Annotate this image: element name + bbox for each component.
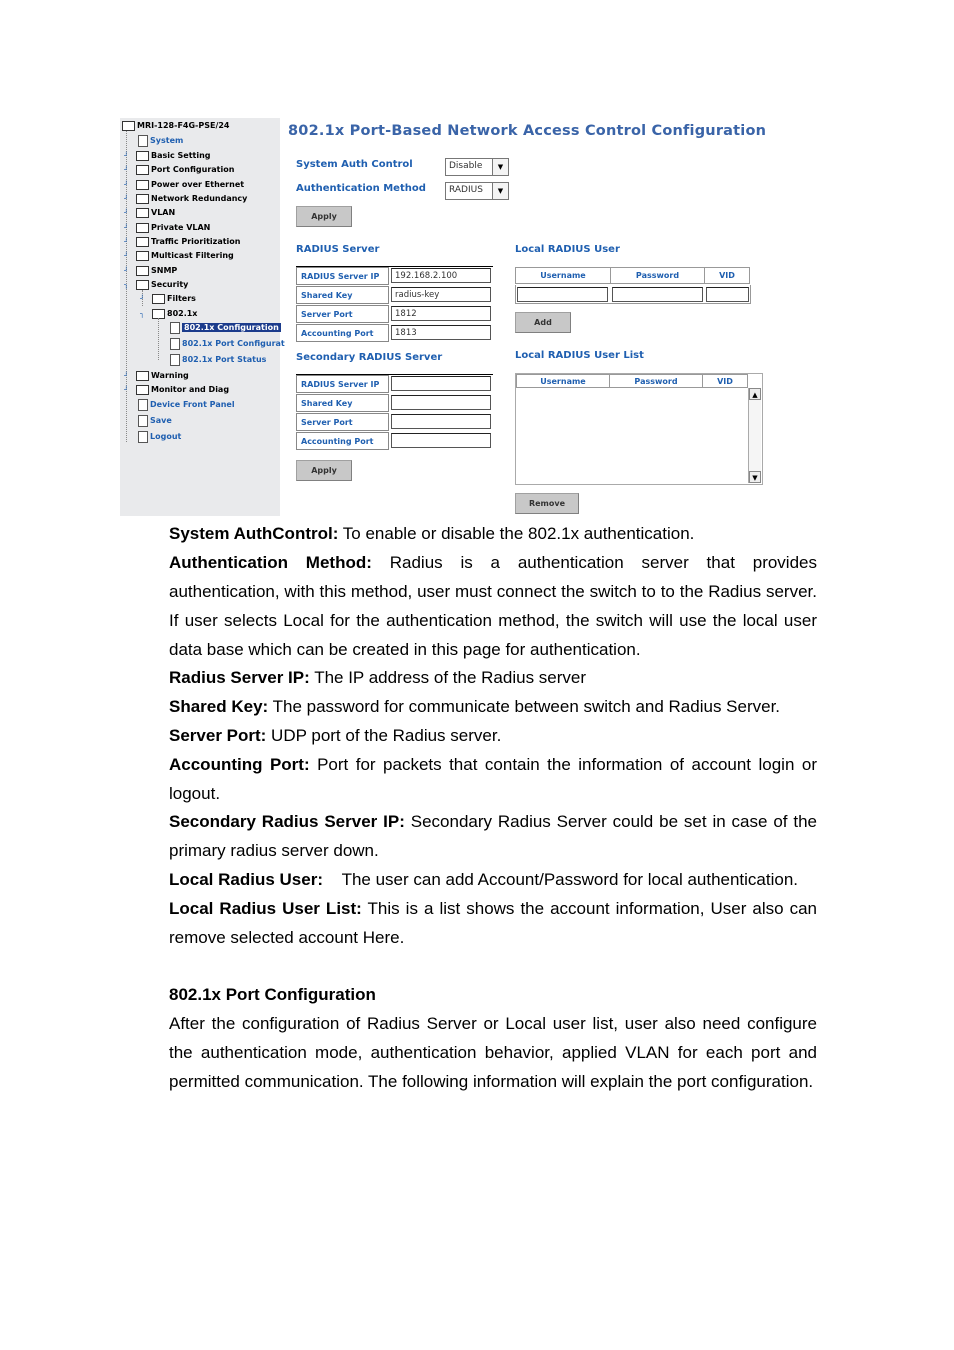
server-port-row xyxy=(296,305,493,324)
collapse-icon[interactable]: ┐ xyxy=(124,281,129,289)
expand-icon[interactable]: ┘ xyxy=(124,267,129,275)
secondary-accounting-port-row xyxy=(296,432,493,451)
tree-root[interactable]: MRI-128-F4G-PSE/24 xyxy=(122,120,230,133)
tree-item-private-vlan[interactable]: ┘ Private VLAN xyxy=(124,223,211,232)
apply-radius-button[interactable]: Apply xyxy=(296,460,352,481)
list-username-header: Username xyxy=(516,374,610,388)
page-icon xyxy=(170,354,180,366)
tree-item-port-configuration[interactable]: ┘ Port Configuration xyxy=(124,165,235,174)
tree-item-system[interactable]: System xyxy=(138,135,183,148)
remove-user-button[interactable]: Remove xyxy=(515,493,579,514)
list-password-header: Password xyxy=(609,374,703,388)
dropdown-arrow-icon[interactable]: ▼ xyxy=(492,159,508,175)
auth-method-label: Authentication Method xyxy=(296,183,426,194)
page-title: 802.1x Port-Based Network Access Control Configuration xyxy=(288,123,767,139)
radius-server-title: RADIUS Server xyxy=(296,244,380,255)
tree-item-snmp[interactable]: ┘ SNMP xyxy=(124,266,178,275)
list-scrollbar[interactable] xyxy=(748,388,761,483)
desc-auth-control: System AuthControl: To enable or disable the 802.1x authentication. xyxy=(169,524,695,543)
secondary-shared-key-input[interactable] xyxy=(391,395,491,410)
desc-local-user-list: Local Radius User List: This is a list shows the account information, User also can remove selected account Here. xyxy=(169,899,818,947)
expand-icon[interactable]: ┘ xyxy=(124,224,129,232)
secondary-server-port-row xyxy=(296,413,493,432)
tree-item-8021x[interactable]: ┐ 802.1x xyxy=(140,309,198,318)
tree-item-multicast-filtering[interactable]: ┘ Multicast Filtering xyxy=(124,251,234,260)
folder-icon xyxy=(136,237,149,247)
expand-icon[interactable]: ┘ xyxy=(124,152,129,160)
expand-icon[interactable]: ┘ xyxy=(124,372,129,380)
desc-server-port: Server Port: UDP port of the Radius server. xyxy=(169,726,502,745)
server-port-label: Server Port xyxy=(296,305,389,323)
secondary-server-port-label: Server Port xyxy=(296,413,389,431)
secondary-server-ip-row xyxy=(296,375,493,394)
secondary-shared-key-row xyxy=(296,394,493,413)
desc-local-user: Local Radius User: The user can add Account/Password for local authentication. xyxy=(169,870,799,889)
local-list-title: Local RADIUS User List xyxy=(515,350,644,361)
accounting-port-input[interactable]: 1813 xyxy=(391,325,491,340)
page-icon xyxy=(138,135,148,147)
tree-item-traffic-prioritization[interactable]: ┘ Traffic Prioritization xyxy=(124,237,241,246)
secondary-accounting-port-input[interactable] xyxy=(391,433,491,448)
tree-item-vlan[interactable]: ┘ VLAN xyxy=(124,208,176,217)
expand-icon[interactable]: ┘ xyxy=(140,295,145,303)
page-icon xyxy=(170,322,180,334)
dropdown-arrow-icon[interactable]: ▼ xyxy=(492,183,508,199)
list-vid-header: VID xyxy=(702,374,748,388)
folder-icon xyxy=(136,208,149,218)
secondary-server-ip-label: RADIUS Server IP xyxy=(296,375,389,393)
desc-accounting-port: Accounting Port: Port for packets that contain the information of account login or logout. xyxy=(169,755,817,803)
expand-icon[interactable]: ┘ xyxy=(124,386,129,394)
local-user-password-header: Password xyxy=(610,267,705,284)
desc-radius-server-ip: Radius Server IP: The IP address of the Radius server xyxy=(169,668,587,687)
tree-item-8021x-port-status[interactable]: 802.1x Port Status xyxy=(170,354,266,367)
page-icon xyxy=(138,415,148,427)
radius-server-ip-row xyxy=(296,267,493,286)
folder-icon xyxy=(136,223,149,233)
nav-tree xyxy=(120,118,285,516)
shared-key-label: Shared Key xyxy=(296,286,389,304)
section-heading: 802.1x Port Configuration xyxy=(169,985,376,1004)
tree-item-power-over-ethernet[interactable]: ┘ Power over Ethernet xyxy=(124,180,245,189)
desc-secondary-server: Secondary Radius Server IP: Secondary Radius Server could be set in case of the primary radius server down. xyxy=(169,812,817,860)
secondary-radius-table xyxy=(296,374,493,453)
radius-server-ip-input[interactable]: 192.168.2.100 xyxy=(391,268,491,283)
local-user-username-header: Username xyxy=(515,267,611,284)
folder-open-icon xyxy=(136,280,149,290)
server-port-input[interactable]: 1812 xyxy=(391,306,491,321)
tree-item-8021x-port-configuration[interactable]: 802.1x Port Configurat xyxy=(170,338,285,351)
expand-icon[interactable]: ┘ xyxy=(124,252,129,260)
tree-item-8021x-configuration[interactable]: 802.1x Configuration xyxy=(170,322,281,335)
shared-key-row xyxy=(296,286,493,305)
tree-item-warning[interactable]: ┘ Warning xyxy=(124,371,189,380)
desc-auth-method: Authentication Method: Radius is a authentication server that provides authentication, with this method, user must connect the switch to to the Radius server. If user selects Local for the authentication method, the switch will use the local user data base which can be created in this page for authentication. xyxy=(169,553,817,659)
section-body: After the configuration of Radius Server or Local user list, user also need configure the authentication mode, authentication behavior, applied VLAN for each port and permitted communication. The following information will explain the port configuration. xyxy=(169,1014,817,1091)
scroll-down-icon[interactable]: ▼ xyxy=(749,471,761,483)
secondary-shared-key-label: Shared Key xyxy=(296,394,389,412)
folder-icon xyxy=(136,194,149,204)
tree-item-security[interactable]: ┐ Security xyxy=(124,280,189,289)
folder-icon xyxy=(136,251,149,261)
radius-server-ip-label: RADIUS Server IP xyxy=(296,267,389,285)
expand-icon[interactable]: ┘ xyxy=(124,209,129,217)
folder-icon xyxy=(136,371,149,381)
folder-icon xyxy=(136,165,149,175)
expand-icon[interactable]: ┘ xyxy=(124,238,129,246)
add-user-button[interactable]: Add xyxy=(515,312,571,333)
page-icon xyxy=(138,431,148,443)
tree-item-filters[interactable]: ┘ Filters xyxy=(140,294,196,303)
ui-screenshot xyxy=(120,118,820,518)
local-user-title: Local RADIUS User xyxy=(515,244,620,255)
page-icon xyxy=(138,399,148,411)
folder-icon xyxy=(136,266,149,276)
local-user-row-frame xyxy=(515,285,751,304)
tree-item-device-front-panel[interactable]: Device Front Panel xyxy=(138,399,235,412)
shared-key-input[interactable]: radius-key xyxy=(391,287,491,302)
folder-icon xyxy=(136,151,149,161)
page-icon xyxy=(170,338,180,350)
auth-control-label: System Auth Control xyxy=(296,159,413,170)
tree-item-logout[interactable]: Logout xyxy=(138,431,181,444)
folder-icon xyxy=(122,121,135,131)
tree-item-basic-setting[interactable]: ┘ Basic Setting xyxy=(124,151,211,160)
auth-method-select[interactable]: RADIUS ▼ xyxy=(445,182,509,200)
tree-item-save[interactable]: Save xyxy=(138,415,172,428)
apply-auth-button[interactable]: Apply xyxy=(296,206,352,227)
secondary-accounting-port-label: Accounting Port xyxy=(296,432,389,450)
collapse-icon[interactable]: ┐ xyxy=(140,310,145,318)
desc-shared-key: Shared Key: The password for communicate between switch and Radius Server. xyxy=(169,697,781,716)
secondary-radius-title: Secondary RADIUS Server xyxy=(296,352,443,363)
folder-icon xyxy=(136,385,149,395)
tree-item-network-redundancy[interactable]: ┘ Network Redundancy xyxy=(124,194,248,203)
folder-icon xyxy=(136,180,149,190)
secondary-server-ip-input[interactable] xyxy=(391,376,491,391)
expand-icon[interactable]: ┘ xyxy=(124,166,129,174)
config-panel xyxy=(285,118,820,518)
folder-icon xyxy=(152,294,165,304)
local-user-list[interactable] xyxy=(515,373,763,485)
scroll-up-icon[interactable]: ▲ xyxy=(749,388,761,400)
accounting-port-row xyxy=(296,324,493,343)
radius-server-table xyxy=(296,266,493,345)
auth-control-select[interactable]: Disable ▼ xyxy=(445,158,509,176)
local-user-vid-header: VID xyxy=(704,267,750,284)
expand-icon[interactable]: ┘ xyxy=(124,195,129,203)
accounting-port-label: Accounting Port xyxy=(296,324,389,342)
secondary-server-port-input[interactable] xyxy=(391,414,491,429)
expand-icon[interactable]: ┘ xyxy=(124,181,129,189)
tree-item-monitor-and-diag[interactable]: ┘ Monitor and Diag xyxy=(124,385,230,394)
